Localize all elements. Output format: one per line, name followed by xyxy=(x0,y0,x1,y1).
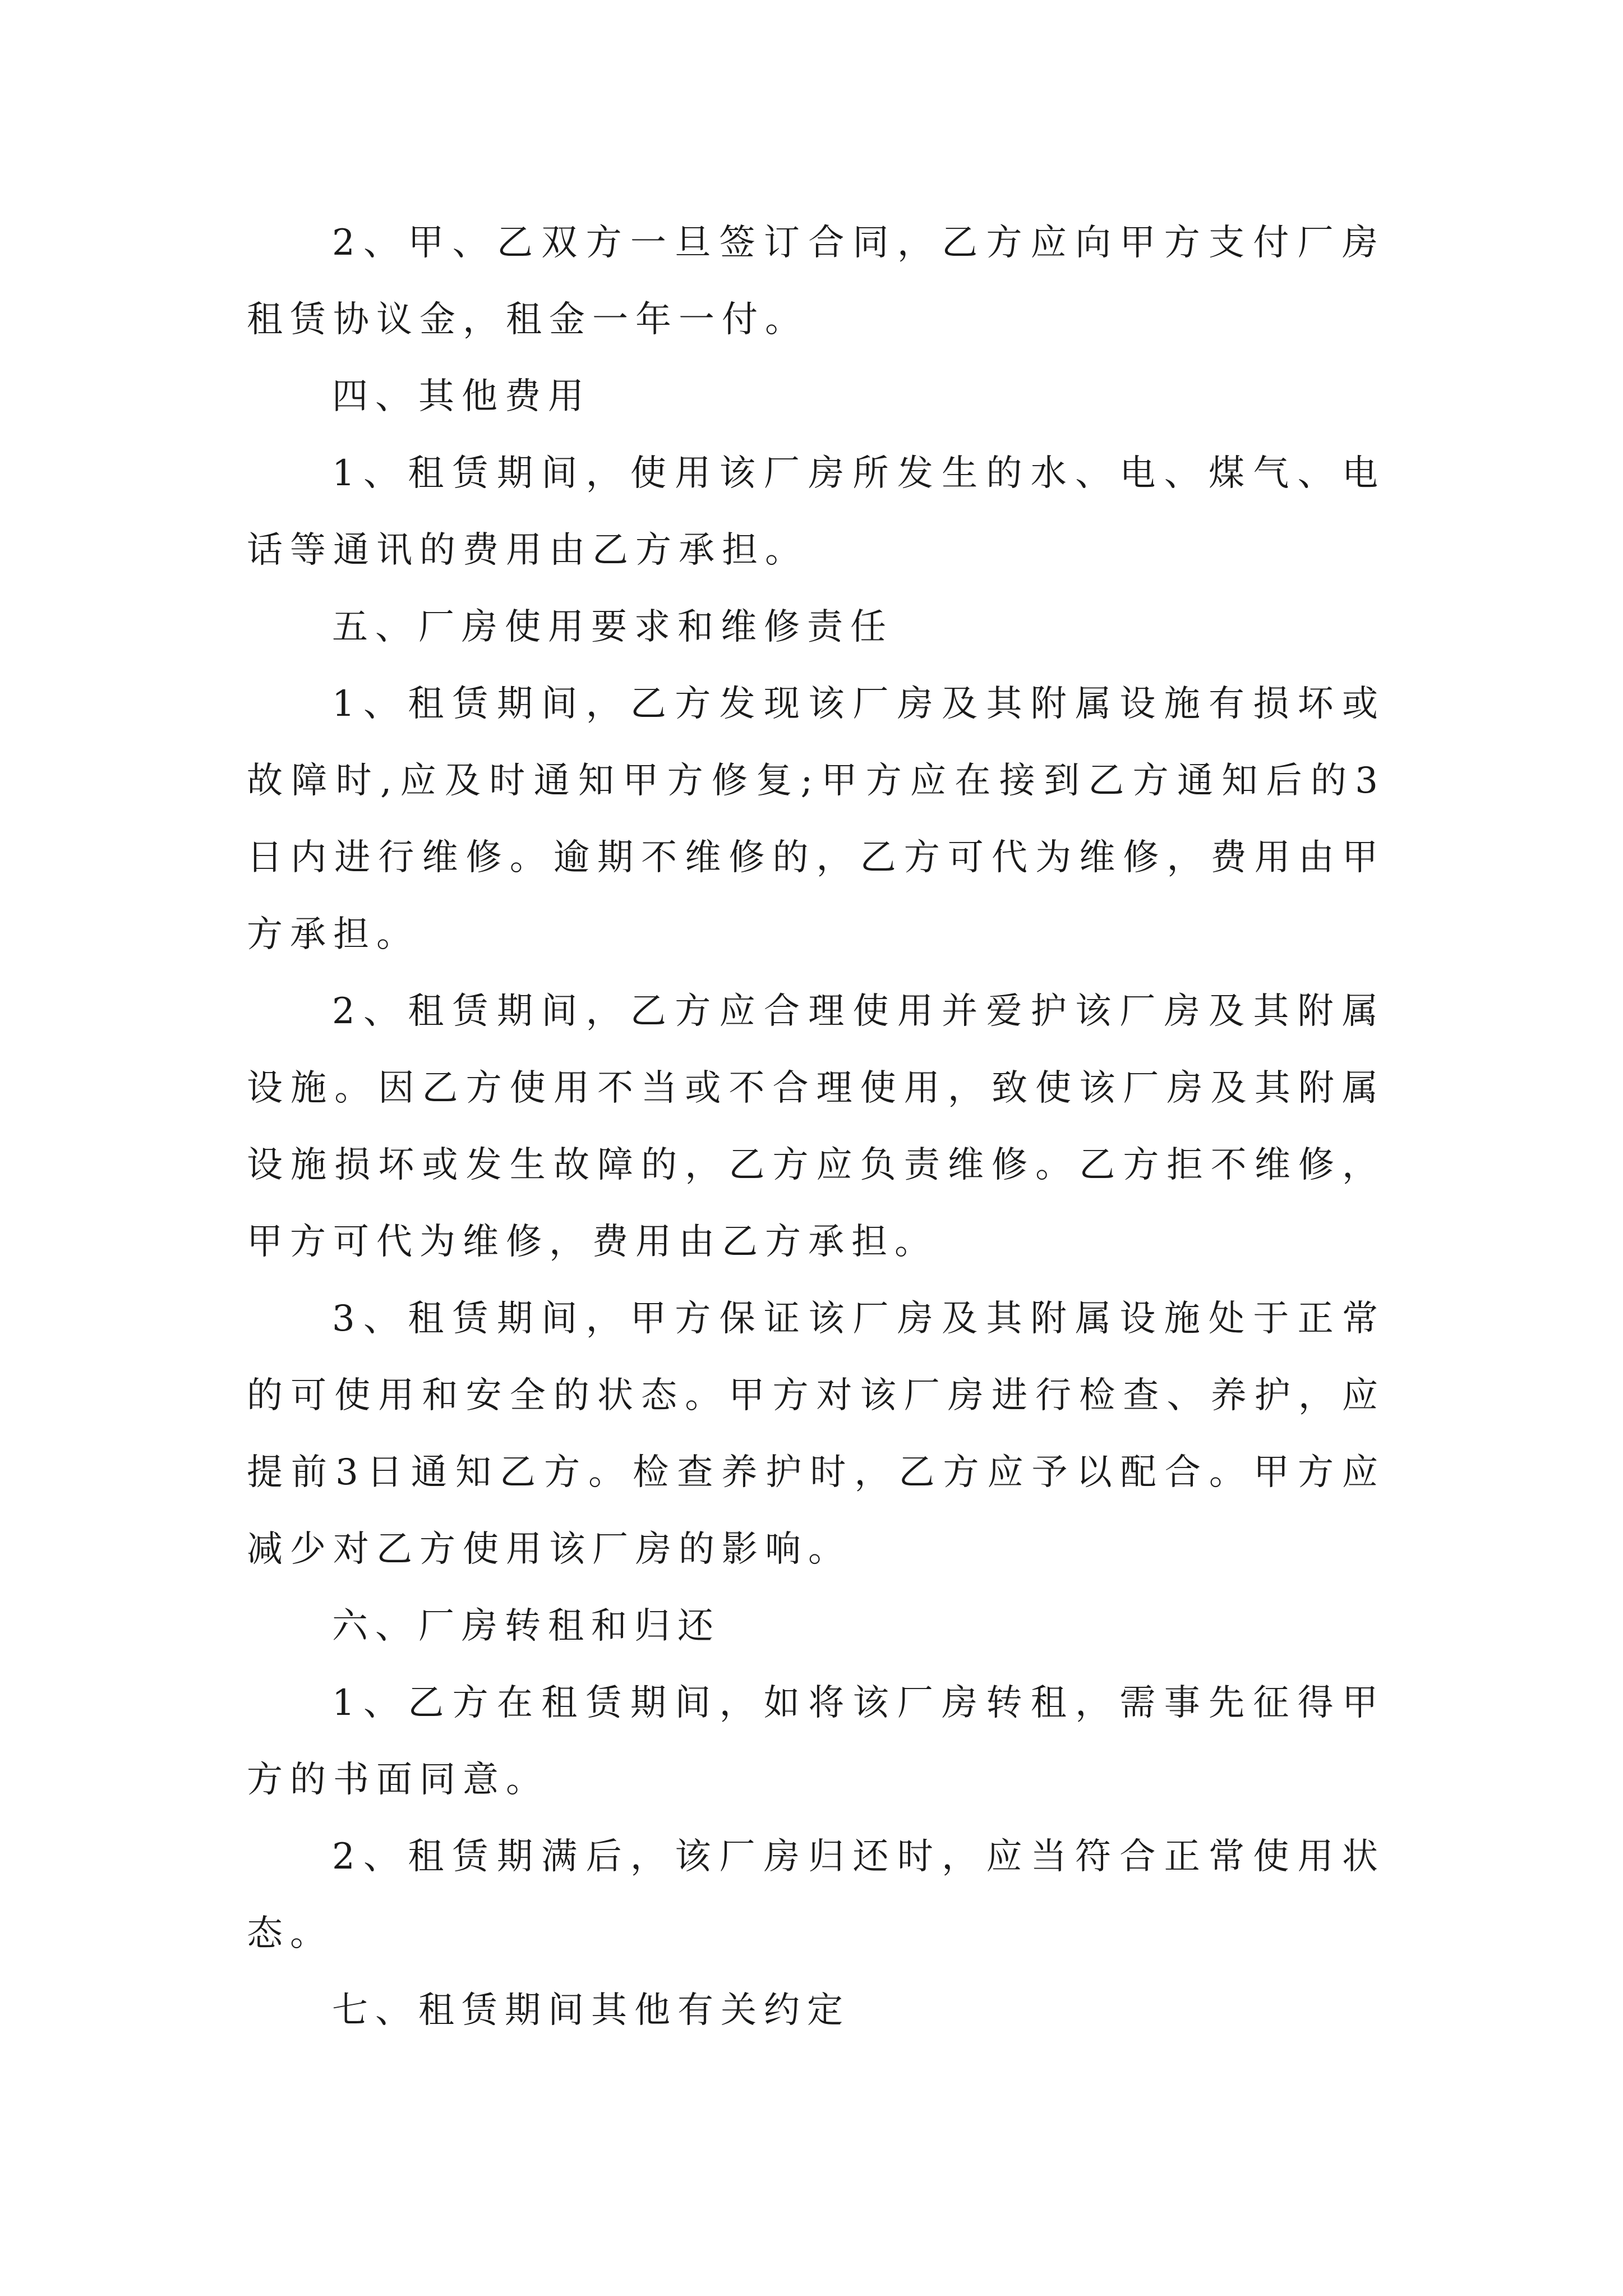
paragraph-proper-use: 2、租赁期间，乙方应合理使用并爱护该厂房及其附属设施。因乙方使用不当或不合理使用，致使该厂房及其附属设施损坏或发生故障的，乙方应负责维修。乙方拒不维修，甲方可代为维修，费用由乙方承担。 xyxy=(247,991,1385,1263)
paragraph-sublease-consent: 1、乙方在租赁期间，如将该厂房转租，需事先征得甲方的书面同意。 xyxy=(247,1682,1385,1801)
paragraph-payment-terms: 2、甲、乙双方一旦签订合同，乙方应向甲方支付厂房租赁协议金，租金一年一付。 xyxy=(247,222,1385,341)
paragraph-landlord-inspection: 3、租赁期间，甲方保证该厂房及其附属设施处于正常的可使用和安全的状态。甲方对该厂房进行检查、养护，应提前3日通知乙方。检查养护时，乙方应予以配合。甲方应减少对乙方使用该厂房的影响。 xyxy=(247,1298,1385,1570)
paragraph-return-condition: 2、租赁期满后，该厂房归还时，应当符合正常使用状态。 xyxy=(247,1836,1385,1954)
heading-sublease-return: 六、厂房转租和归还 xyxy=(332,1605,721,1647)
heading-other-fees: 四、其他费用 xyxy=(332,376,591,417)
paragraph-utility-fees: 1、租赁期间，使用该厂房所发生的水、电、煤气、电话等通讯的费用由乙方承担。 xyxy=(247,453,1385,571)
heading-other-agreements: 七、租赁期间其他有关约定 xyxy=(332,1990,850,2031)
paragraph-repair-notice: 1、租赁期间，乙方发现该厂房及其附属设施有损坏或故障时,应及时通知甲方修复;甲方应在接到乙方通知后的3日内进行维修。逾期不维修的，乙方可代为维修，费用由甲方承担。 xyxy=(247,683,1385,955)
document-body xyxy=(247,205,1385,2049)
heading-usage-maintenance: 五、厂房使用要求和维修责任 xyxy=(332,606,893,648)
